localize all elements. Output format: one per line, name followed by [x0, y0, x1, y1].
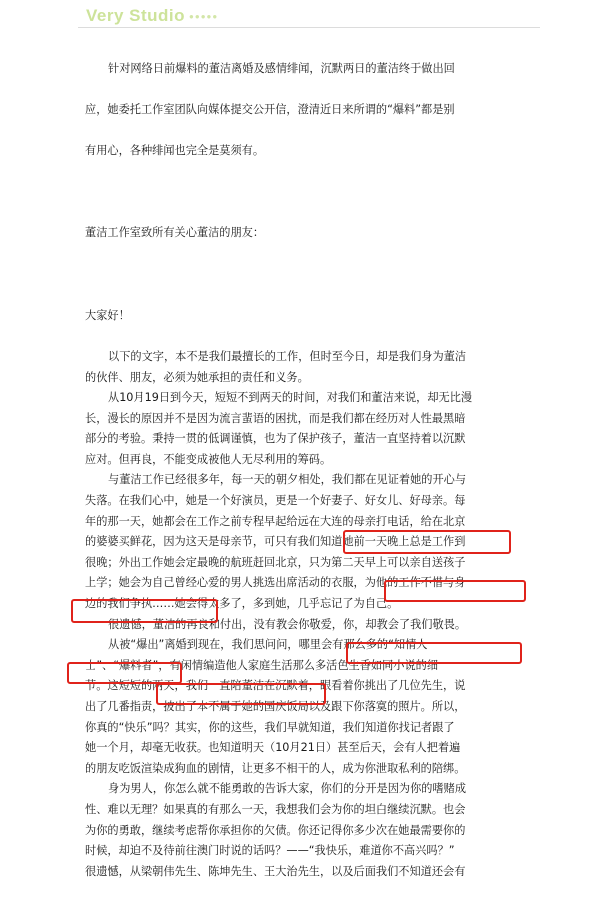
article-body — [85, 38, 521, 903]
letter-line: 节。这短短的两天，我们一直陪董洁在沉默着，眼看着你挑出了几位先生，说 — [85, 679, 466, 693]
letter-line: 从被“爆出”离婚到现在，我们思问问，哪里会有那么多的“知情人 — [108, 638, 428, 652]
header-divider — [78, 27, 540, 28]
letter-line: 以下的文字，本不是我们最擅长的工作，但时至今日，却是我们身为董洁 — [108, 349, 467, 363]
intro-line: 有用心，各种绯闻也完全是莫须有。 — [85, 143, 265, 157]
brand-logo — [86, 6, 218, 26]
letter-body — [85, 347, 521, 882]
letter-line: 士”、“爆料者”，有闲情编造他人家庭生活那么多活色生香如同小说的细 — [85, 658, 439, 672]
letter-line: 很晚；外出工作她会定最晚的航班赶回北京，只为第二天早上可以亲自送孩子 — [85, 555, 466, 569]
intro-line: 针对网络日前爆料的董洁离婚及感情绯闻，沉默两日的董洁终于做出回 — [108, 61, 455, 75]
letter-line: 很遗憾，从梁朝伟先生、陈坤先生、王大治先生，以及后面我们不知道还会有 — [85, 864, 466, 878]
letter-addressee: 董洁工作室致所有关心董洁的朋友： — [85, 226, 265, 240]
letter-line: 的伙伴、朋友，必须为她承担的责任和义务。 — [85, 370, 309, 384]
letter-line: 你真的“快乐”吗？其实，你的这些，我们早就知道，我们知道你找记者跟了 — [85, 720, 455, 734]
letter-line: 很遗憾，董洁的再良和付出，没有教会你敬爱，你，却教会了我们敬畏。 — [108, 617, 467, 631]
letter-line: 时候，却迫不及待前往澳门时说的话吗？——“我快乐，难道你不高兴吗？” — [85, 844, 455, 858]
letter-line: 与董洁工作已经很多年，每一天的朝夕相处，我们都在见证着她的开心与 — [108, 473, 467, 487]
letter-line: 部分的考验。秉持一贯的低调谨慎，也为了保护孩子，董洁一直坚持着以沉默 — [85, 432, 466, 446]
intro-line: 应，她委托工作室团队向媒体提交公开信，澄清近日来所谓的“爆料”都是别 — [85, 102, 455, 116]
letter-line: 她一个月，却毫无收获。也知道明天（10月21日）甚至后天，会有人把着遍 — [85, 741, 461, 755]
letter-line: 从10月19日到今天，短短不到两天的时间，对我们和董洁来说，却无比漫 — [108, 391, 473, 405]
letter-line: 出了几番指责，披出了本不属于她的国庆饭局以及跟下你落寞的照片。所以， — [85, 700, 466, 713]
letter-line: 性、难以无理？如果真的有那么一天，我想我们会为你的坦白继续沉默。也会 — [85, 802, 466, 816]
brand-name: Very Studio — [86, 6, 186, 25]
letter-line: 为你的勇敢，继续考虑帮你承担你的欠债。你还记得你多少次在她最需要你的 — [85, 823, 466, 837]
letter-line: 上学；她会为自己曾经心爱的男人挑选出席活动的衣服，为他的工作不惜与身 — [85, 576, 466, 590]
letter-line: 的婆婆买鲜花，因为这天是母亲节，可只有我们知道她前一天晚上总是工作到 — [85, 535, 466, 549]
letter-line: 身为男人，你怎么就不能勇敢的告诉大家，你们的分开是因为你的嗜赌成 — [108, 782, 467, 796]
letter-line: 失落。在我们心中，她是一个好演员，更是一个好妻子、好女儿、好母亲。每 — [85, 494, 466, 508]
letter-line: 边的我们争执……她会得太多了，多到她，几乎忘记了为自己。 — [85, 597, 399, 611]
letter-line: 应对。但再良，不能变成被他人无尽利用的筹码。 — [85, 452, 332, 466]
letter-line: 年的那一天，她都会在工作之前专程早起给远在大连的母亲打电话，给在北京 — [85, 514, 466, 528]
letter-greeting: 大家好！ — [85, 308, 130, 322]
brand-dots: ●●●●● — [189, 12, 219, 22]
letter-line: 的朋友吃饭渲染成狗血的剧情，让更多不相干的人，成为你泄取私利的陪绑。 — [85, 761, 466, 775]
letter-line: 长，漫长的原因并不是因为流言蜚语的困扰，而是我们都在经历对人性最黑暗 — [85, 411, 466, 425]
